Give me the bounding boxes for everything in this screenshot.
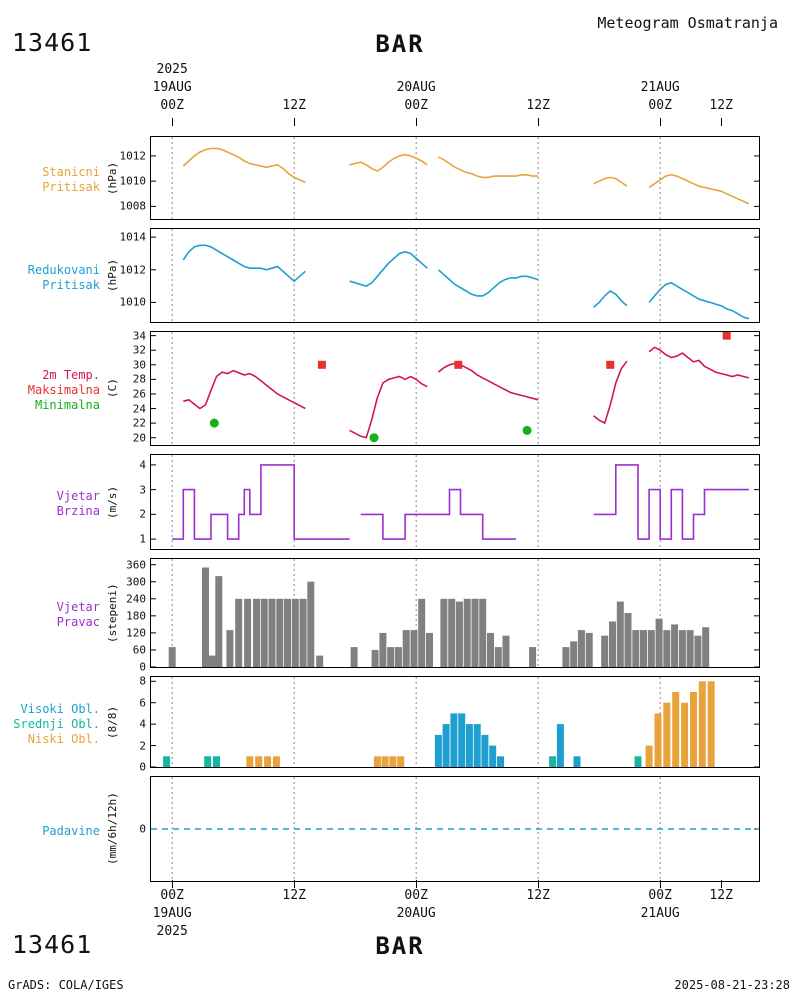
time-tick-label: 00Z (648, 888, 672, 903)
y-tick-label: 1012 (119, 263, 146, 277)
station-id-bottom: 13461 (12, 930, 93, 959)
y-tick-label: 300 (126, 575, 146, 589)
row-label-line: Maksimalna (27, 383, 100, 397)
row-label-line: Padavine (42, 823, 100, 838)
y-tick-label: 60 (132, 643, 146, 657)
time-day-label: 21AUG (640, 906, 680, 921)
row-label-line: Redukovani (27, 262, 100, 277)
time-tick-label: 12Z (709, 888, 733, 903)
y-tick-label: 8 (139, 674, 146, 688)
y-tick-label: 1012 (119, 149, 146, 163)
y-tick-label: 28 (132, 372, 146, 386)
panel-canvas-wind-direction (151, 559, 759, 667)
time-tick-label: 12Z (526, 98, 550, 113)
row-label-clouds (4, 702, 100, 747)
row-label-line: 2m Temp. (42, 368, 100, 382)
axis-unit-wind-speed: (m/s) (106, 485, 119, 519)
axis-unit-precipitation: (mm/6h/12h) (106, 792, 119, 866)
timestamp-text: 2025-08-21-23:28 (674, 978, 790, 992)
row-label-line: Srednji Obl. (13, 716, 100, 731)
row-label-wind-direction (4, 600, 100, 630)
panel-wind-direction (150, 558, 760, 668)
row-label-line: Stanicni (42, 165, 100, 179)
meteogram-label: Meteogram Osmatranja (597, 14, 778, 32)
y-tick-label: 4 (139, 458, 146, 472)
panel-reduced-pressure (150, 228, 760, 323)
panel-canvas-wind-speed (151, 455, 759, 549)
y-tick-label: 360 (126, 558, 146, 572)
axis-unit-wind-direction: (stepeni) (106, 583, 119, 643)
time-tick-label: 00Z (160, 888, 184, 903)
time-tick-label: 00Z (648, 98, 672, 113)
y-tick-label: 1010 (119, 174, 146, 188)
y-tick-label: 0 (139, 760, 146, 774)
row-label-line: Niski Obl. (27, 731, 100, 746)
time-day-label: 19AUG (152, 80, 192, 95)
axis-unit-temperature: (C) (106, 378, 119, 399)
panel-canvas-temperature (151, 332, 759, 445)
axis-unit-clouds: (8/8) (106, 705, 119, 739)
panel-temperature (150, 331, 760, 446)
y-tick-label: 120 (126, 626, 146, 640)
y-tick-label: 34 (132, 329, 146, 343)
time-year-label: 2025 (156, 62, 188, 77)
axis-tick (538, 880, 539, 888)
row-label-station-pressure (4, 165, 100, 195)
row-label-line: Minimalna (34, 398, 100, 412)
panel-canvas-station-pressure (151, 137, 759, 219)
page-title-bottom: BAR (375, 932, 425, 960)
time-tick-label: 12Z (282, 98, 306, 113)
y-tick-label: 1014 (119, 230, 146, 244)
y-tick-label: 32 (132, 343, 146, 357)
axis-tick (660, 880, 661, 888)
panel-canvas-clouds (151, 677, 759, 767)
axis-tick (172, 880, 173, 888)
time-tick-label: 00Z (404, 888, 428, 903)
time-tick-label: 12Z (526, 888, 550, 903)
row-label-line: Brzina (56, 504, 100, 518)
time-year-label: 2025 (156, 924, 188, 939)
axis-unit-station-pressure: (hPa) (106, 161, 119, 195)
row-label-wind-speed (4, 489, 100, 519)
time-tick-label: 00Z (160, 98, 184, 113)
axis-tick (416, 118, 417, 126)
axis-tick (721, 880, 722, 888)
time-day-label: 19AUG (152, 906, 192, 921)
y-tick-label: 6 (139, 696, 146, 710)
page-title: BAR (375, 30, 425, 58)
time-day-label: 21AUG (640, 80, 680, 95)
axis-tick (294, 880, 295, 888)
time-tick-label: 00Z (404, 98, 428, 113)
row-label-line: Pritisak (42, 180, 100, 194)
panel-precipitation (150, 776, 760, 882)
credit-text: GrADS: COLA/IGES (8, 978, 124, 992)
y-tick-label: 30 (132, 358, 146, 372)
row-label-precipitation (4, 824, 100, 839)
y-tick-label: 2 (139, 739, 146, 753)
axis-tick (172, 118, 173, 126)
time-day-label: 20AUG (396, 80, 436, 95)
row-label-line: Vjetar (56, 600, 100, 614)
y-tick-label: 22 (132, 416, 146, 430)
time-tick-label: 12Z (709, 98, 733, 113)
y-tick-label: 20 (132, 431, 146, 445)
y-tick-label: 24 (132, 402, 146, 416)
y-tick-label: 2 (139, 507, 146, 521)
panel-wind-speed (150, 454, 760, 550)
panel-canvas-precipitation (151, 777, 759, 881)
y-tick-label: 0 (139, 660, 146, 674)
station-id-top: 13461 (12, 28, 93, 57)
axis-tick (416, 880, 417, 888)
y-tick-label: 26 (132, 387, 146, 401)
row-label-temperature (4, 368, 100, 413)
y-tick-label: 180 (126, 609, 146, 623)
row-label-line: Vjetar (56, 489, 100, 503)
row-label-reduced-pressure (4, 263, 100, 293)
panel-canvas-reduced-pressure (151, 229, 759, 322)
axis-tick (294, 118, 295, 126)
time-axis-top (150, 62, 760, 134)
y-tick-label: 4 (139, 717, 146, 731)
y-tick-label: 0 (139, 822, 146, 836)
time-tick-label: 12Z (282, 888, 306, 903)
panel-station-pressure (150, 136, 760, 220)
row-label-line: Pravac (56, 615, 100, 629)
y-tick-label: 3 (139, 483, 146, 497)
panel-clouds (150, 676, 760, 768)
y-tick-label: 1 (139, 532, 146, 546)
y-tick-label: 240 (126, 592, 146, 606)
axis-tick (538, 118, 539, 126)
row-label-line: Pritisak (42, 277, 100, 292)
time-day-label: 20AUG (396, 906, 436, 921)
axis-tick (660, 118, 661, 126)
y-tick-label: 1010 (119, 295, 146, 309)
axis-tick (721, 118, 722, 126)
axis-unit-reduced-pressure: (hPa) (106, 258, 119, 293)
row-label-line: Visoki Obl. (20, 701, 100, 716)
y-tick-label: 1008 (119, 199, 146, 213)
